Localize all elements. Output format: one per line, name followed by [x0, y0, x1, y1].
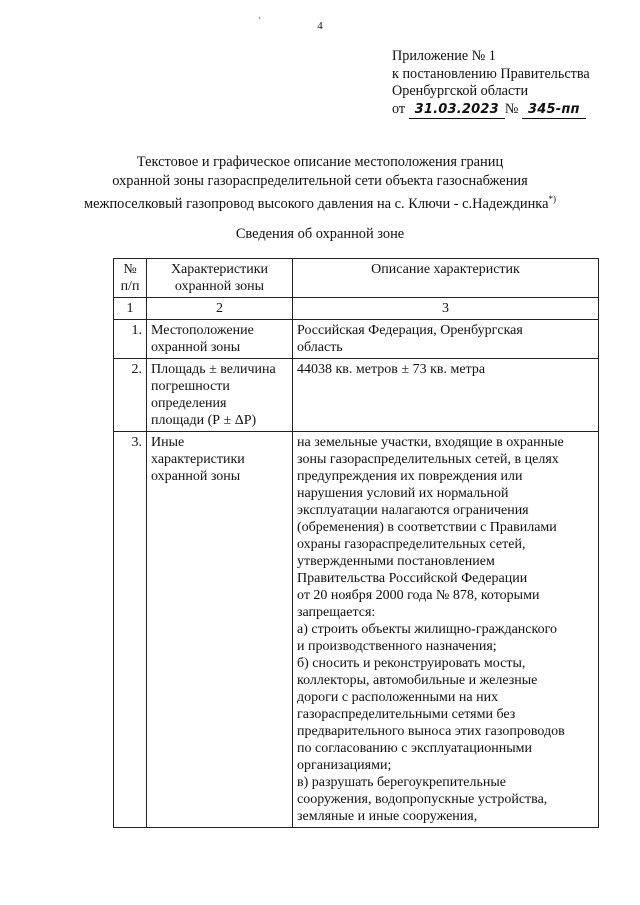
- description-line: Правительства Российской Федерации: [297, 571, 528, 586]
- protection-zone-table: [113, 258, 599, 828]
- table-header-row: [114, 259, 599, 298]
- handwritten-number: 345-пп: [522, 101, 586, 120]
- description-line: дороги с расположенными на них: [297, 690, 499, 705]
- row-description: 44038 кв. метров ± 73 кв. метра: [293, 359, 599, 432]
- page-number: 4: [317, 20, 323, 32]
- description-line: в) разрушать берегоукрепительные: [297, 775, 507, 790]
- description-line: коллекторы, автомобильные и железные: [297, 673, 538, 688]
- appendix-line-3: Оренбургской области: [392, 83, 529, 99]
- description-line: б) сносить и реконструировать мосты,: [297, 656, 526, 671]
- row-description: Российская Федерация, Оренбургская область: [293, 320, 599, 359]
- row-num: 2.: [114, 359, 147, 432]
- description-line: зоны газораспределительных сетей, в целях: [297, 452, 559, 467]
- table-row: [114, 432, 599, 828]
- description-line: по согласованию с эксплуатационными: [297, 741, 532, 756]
- table-row: [114, 320, 599, 359]
- date-prefix: от: [392, 100, 406, 117]
- column-number-row: [114, 298, 599, 320]
- number-prefix: №: [504, 100, 519, 117]
- description-line: эксплуатации налагаются ограничения: [297, 503, 529, 518]
- header-characteristic: Характеристики охранной зоны: [147, 259, 293, 298]
- description-line: а) строить объекты жилищно-гражданского: [297, 622, 557, 637]
- col-number-1: 1: [114, 298, 147, 320]
- description-line: предварительного выноса этих газопроводов: [297, 724, 565, 739]
- description-line: сооружения, водопропускные устройства,: [297, 792, 548, 807]
- scan-speck: ˋ: [258, 17, 262, 28]
- row-characteristic: Иные характеристики охранной зоны: [147, 432, 293, 828]
- appendix-block: [392, 48, 590, 119]
- description-line: (обременения) в соответствии с Правилами: [297, 520, 557, 535]
- description-line: охраны газораспределительных сетей,: [297, 537, 526, 552]
- col-number-3: 3: [293, 298, 599, 320]
- row-num: 1.: [114, 320, 147, 359]
- appendix-line-2: к постановлению Правительства: [392, 65, 590, 82]
- table-row: [114, 359, 599, 432]
- description-line: земляные и иные сооружения,: [297, 809, 478, 824]
- description-line: нарушения условий их нормальной: [297, 486, 509, 501]
- section-subtitle: Сведения об охранной зоне: [235, 226, 405, 242]
- title-line-3: межпоселковый газопровод высокого давления на с. Ключи - с.Надеждинка*): [84, 194, 556, 212]
- row-num: 3.: [114, 432, 147, 828]
- header-num: № п/п: [114, 259, 147, 298]
- row-description: [293, 432, 599, 828]
- appendix-date-line: [392, 101, 590, 120]
- description-line: запрещается:: [297, 605, 376, 620]
- appendix-line-1: Приложение № 1: [392, 48, 496, 64]
- header-description: Описание характеристик: [293, 259, 599, 298]
- col-number-2: 2: [147, 298, 293, 320]
- row-characteristic: Площадь ± величина погрешности определения площади (Р ± ΔР): [147, 359, 293, 432]
- description-line: на земельные участки, входящие в охранные: [297, 435, 564, 450]
- document-title: [0, 153, 640, 213]
- description-line: газораспределительными сетями без: [297, 707, 516, 722]
- description-line: организациями;: [297, 758, 392, 773]
- description-line: утвержденными постановлением: [297, 554, 495, 569]
- description-line: от 20 ноября 2000 года № 878, которыми: [297, 588, 540, 603]
- row-characteristic: Местоположение охранной зоны: [147, 320, 293, 359]
- footnote-mark: *): [548, 194, 556, 204]
- title-line-2: охранной зоны газораспределительной сети объекта газоснабжения: [112, 172, 528, 189]
- title-line-1: Текстовое и графическое описание местоположения границ: [136, 154, 504, 170]
- description-line: предупреждения их повреждения или: [297, 469, 523, 484]
- handwritten-date: 31.03.2023: [409, 101, 505, 120]
- description-line: и производственного назначения;: [297, 639, 497, 654]
